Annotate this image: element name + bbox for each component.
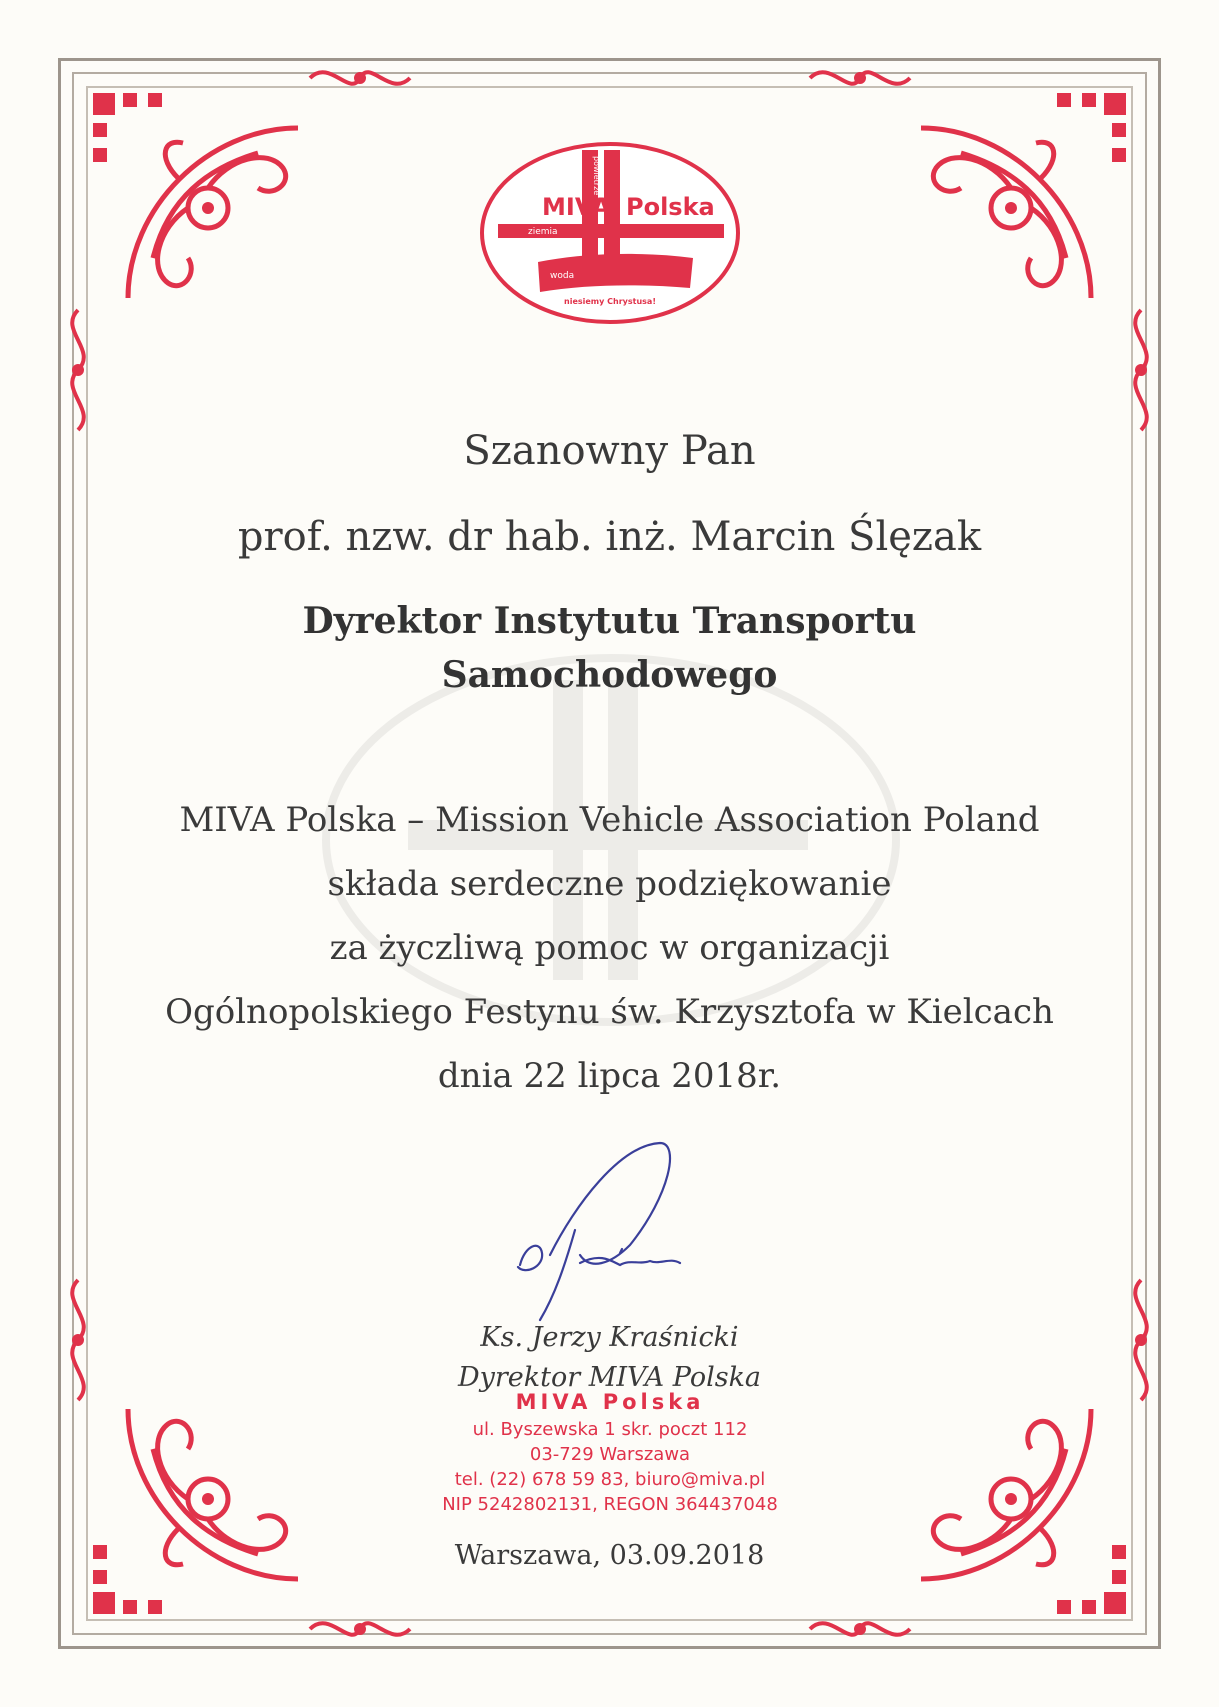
top-edge-ornament-left bbox=[300, 58, 420, 98]
top-edge-ornament-right bbox=[800, 58, 920, 98]
corner-ornament-top-left bbox=[58, 58, 318, 318]
logo-motto: niesiemy Chrystusa! bbox=[564, 297, 656, 306]
bottom-edge-ornament-left bbox=[300, 1609, 420, 1649]
greeting: Szanowny Pan bbox=[463, 428, 756, 474]
corner-ornament-bottom-right bbox=[901, 1389, 1161, 1649]
logo-word-ziemia: ziemia bbox=[528, 227, 558, 237]
body-line: Ogólnopolskiego Festynu św. Krzysztofa w Kielcach bbox=[165, 992, 1054, 1032]
body-line: za życzliwą pomoc w organizacji bbox=[329, 928, 890, 968]
handwritten-signature bbox=[470, 1135, 730, 1325]
right-edge-ornament-top bbox=[1121, 300, 1161, 440]
corner-ornament-top-right bbox=[901, 58, 1161, 318]
right-edge-ornament-bottom bbox=[1121, 1270, 1161, 1410]
logo-brand-left: MIVA bbox=[542, 193, 611, 221]
stamp-ids: NIP 5242802131, REGON 364437048 bbox=[442, 1494, 778, 1515]
body-line: MIVA Polska – Mission Vehicle Association Poland bbox=[179, 800, 1040, 840]
recipient-title-line-2: Samochodowego bbox=[441, 654, 778, 696]
recipient-name: prof. nzw. dr hab. inż. Marcin Ślęzak bbox=[237, 514, 982, 560]
place-date: Warszawa, 03.09.2018 bbox=[454, 1540, 765, 1571]
left-edge-ornament-bottom bbox=[58, 1270, 98, 1410]
signer-name: Ks. Jerzy Kraśnicki bbox=[480, 1322, 739, 1353]
miva-polska-logo bbox=[478, 140, 742, 326]
signer-role: Dyrektor MIVA Polska bbox=[457, 1362, 762, 1393]
body-line: składa serdeczne podziękowanie bbox=[327, 864, 892, 904]
left-edge-ornament-top bbox=[58, 300, 98, 440]
logo-word-woda: woda bbox=[550, 271, 575, 281]
signer-block bbox=[130, 1318, 1089, 1398]
bottom-edge-ornament-right bbox=[800, 1609, 920, 1649]
thank-you-body bbox=[130, 788, 1089, 1108]
recipient-title bbox=[130, 594, 1089, 702]
organization-stamp bbox=[380, 1387, 840, 1517]
stamp-contact: tel. (22) 678 59 83, biuro@miva.pl bbox=[454, 1469, 766, 1490]
body-line: dnia 22 lipca 2018r. bbox=[437, 1056, 782, 1096]
stamp-address-2: 03-729 Warszawa bbox=[529, 1444, 691, 1465]
logo-brand-right: Polska bbox=[626, 193, 715, 221]
recipient-title-line-1: Dyrektor Instytutu Transportu bbox=[302, 600, 917, 642]
stamp-org: MIVA Polska bbox=[515, 1390, 705, 1414]
corner-ornament-bottom-left bbox=[58, 1389, 318, 1649]
stamp-address-1: ul. Byszewska 1 skr. poczt 112 bbox=[472, 1419, 748, 1440]
logo-word-vertical: powietrze bbox=[592, 156, 601, 196]
